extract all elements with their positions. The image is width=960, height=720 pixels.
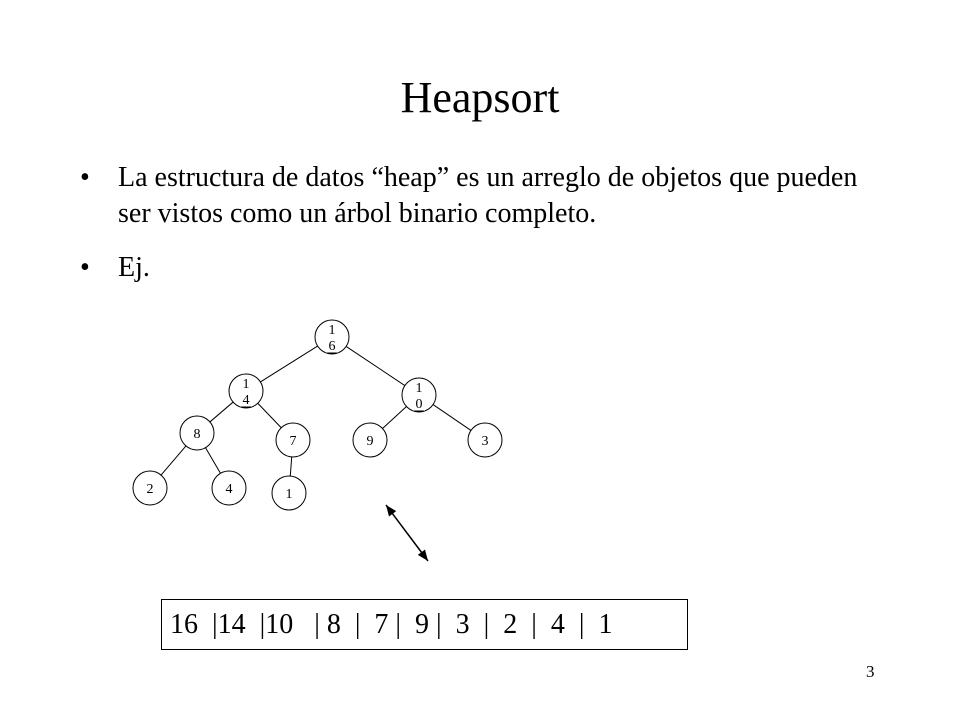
tree-node-label: 3 <box>481 434 489 449</box>
tree-node-label: 8 <box>193 427 201 442</box>
tree-node <box>229 374 263 408</box>
arrowhead-down-icon <box>418 550 428 562</box>
tree-edge <box>260 346 317 382</box>
tree-node-label: 4 <box>242 393 250 408</box>
arrowhead-up-icon <box>386 505 396 517</box>
tree-node-label: 6 <box>328 339 336 354</box>
bullet-symbol: • <box>80 162 90 193</box>
bullet-text: La estructura de datos “heap” es un arreglo de objetos que pueden ser vistos como un árbol binario completo. <box>118 162 858 229</box>
tree-node <box>133 471 167 505</box>
tree-node <box>180 416 214 450</box>
tree-node-label: 1 <box>242 377 250 392</box>
tree-edge <box>433 405 471 431</box>
tree-node-label: 1 <box>328 323 336 338</box>
tree-node-label: 1 <box>285 487 293 502</box>
page-number: 3 <box>866 662 875 681</box>
tree-edge <box>258 403 281 427</box>
tree-edge <box>161 446 186 475</box>
tree-node-label: 2 <box>146 482 154 497</box>
tree-edge <box>206 448 221 474</box>
slide-title: Heapsort <box>400 73 560 122</box>
tree-node <box>353 423 387 457</box>
tree-node-label: 4 <box>225 482 233 497</box>
tree-node <box>468 423 502 457</box>
tree-edge <box>383 406 407 428</box>
tree-node <box>212 471 246 505</box>
tree-node <box>272 476 306 510</box>
bullet-text: Ej. <box>118 252 150 283</box>
tree-node-label: 7 <box>289 434 297 449</box>
tree-node-label: 0 <box>415 397 423 412</box>
tree-node <box>276 423 310 457</box>
tree-node-label: 9 <box>366 434 374 449</box>
heap-array-box: 16 |14 |10 | 8 | 7 | 9 | 3 | 2 | 4 | 1 <box>161 599 688 650</box>
tree-edge <box>290 457 291 476</box>
tree-node-label: 1 <box>415 381 423 396</box>
tree-edge <box>346 346 405 385</box>
tree-edge <box>210 402 233 422</box>
bullet-symbol: • <box>80 252 90 283</box>
tree-node <box>402 378 436 412</box>
tree-node <box>315 320 349 354</box>
